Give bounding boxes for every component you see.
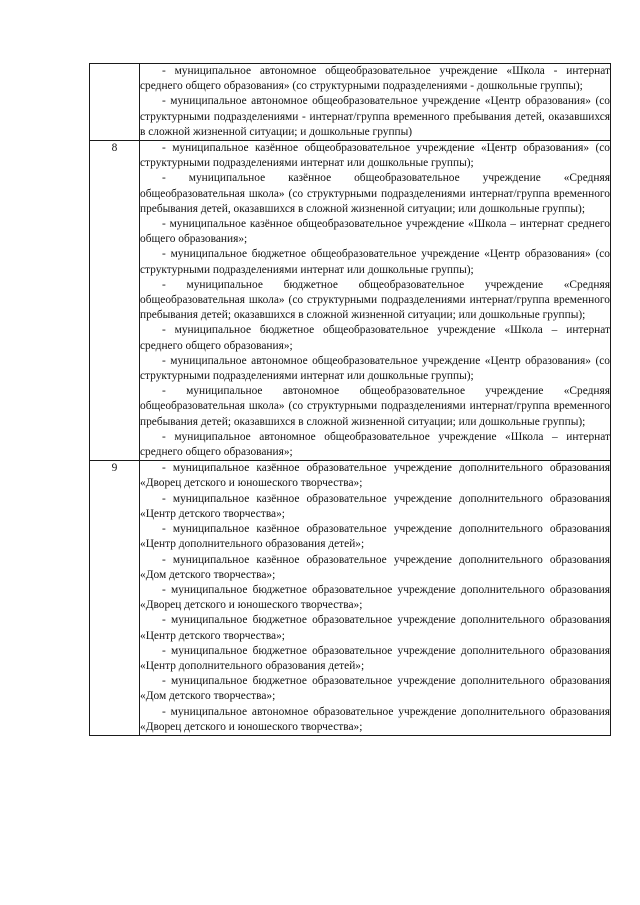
list-item: - муниципальное автономное общеобразовательное учреждение «Школа - интернат среднего общего образования» (со структурными подразделениями - дошкольные группы);	[140, 65, 610, 93]
list-item: - муниципальное бюджетное образовательное учреждение дополнительного образования «Центр дополнительного образования детей»;	[140, 644, 610, 672]
row-text-cell	[140, 461, 611, 736]
institutions-table	[89, 63, 611, 736]
list-item: - муниципальное автономное общеобразовательное учреждение «Центр образования» (со структурными подразделениями интернат или дошкольные группы);	[140, 354, 610, 383]
table-row	[90, 64, 611, 141]
list-item: - муниципальное автономное общеобразовательное учреждение «Центр образования» (со структурными подразделениями - интернат/группа временного пребывания детей, оказавшихся в сложной жизненной ситуации; и дошкольные группы)	[140, 95, 610, 138]
list-item: - муниципальное казённое общеобразовательное учреждение «Центр образования» (со структурными подразделениями интернат или дошкольные группы);	[140, 142, 610, 170]
list-item: - муниципальное автономное общеобразовательное учреждение «Школа – интернат среднего общего образования»;	[140, 430, 610, 459]
list-item: - муниципальное бюджетное общеобразовательное учреждение «Центр образования» (со структурными подразделениями интернат или дошкольные группы);	[140, 248, 610, 276]
list-item: - муниципальное бюджетное общеобразовательное учреждение «Школа – интернат среднего общего образования»;	[140, 324, 610, 352]
row-text-cell	[140, 64, 611, 141]
row-text-cell	[140, 141, 611, 461]
list-item: - муниципальное автономное образовательное учреждение дополнительного образования «Дворец детского и юношеского творчества»;	[140, 705, 610, 733]
list-item: - муниципальное бюджетное образовательное учреждение дополнительного образования «Дом детского творчества»;	[140, 675, 610, 703]
table-row	[90, 141, 611, 461]
list-item: - муниципальное бюджетное образовательное учреждение дополнительного образования «Дворец детского и юношеского творчества»;	[140, 583, 610, 612]
list-item: - муниципальное казённое общеобразовательное учреждение «Школа – интернат среднего общего образования»;	[140, 218, 610, 246]
table-row	[90, 461, 611, 736]
list-item: - муниципальное автономное общеобразовательное учреждение «Средняя общеобразовательная школа» (со структурными подразделениями интернат/группа временного пребывания детей; оказавшихся в сложной жизненной ситуации; или дошкольные группы);	[140, 385, 610, 428]
list-item: - муниципальное казённое образовательное учреждение дополнительного образования «Дом детского творчества»;	[140, 553, 610, 581]
list-item: - муниципальное бюджетное образовательное учреждение дополнительного образования «Центр детского творчества»;	[140, 614, 610, 642]
list-item: - муниципальное казённое образовательное учреждение дополнительного образования «Центр детского творчества»;	[140, 492, 610, 520]
list-item: - муниципальное казённое образовательное учреждение дополнительного образования «Центр дополнительного образования детей»;	[140, 523, 610, 551]
list-item: - муниципальное бюджетное общеобразовательное учреждение «Средняя общеобразовательная школа» (со структурными подразделениями интернат/группа временного пребывания детей; оказавшихся в сложной жизненной ситуации; или дошкольные группы);	[140, 278, 610, 322]
list-item: - муниципальное казённое образовательное учреждение дополнительного образования «Дворец детского и юношеского творчества»;	[140, 462, 610, 490]
list-item: - муниципальное казённое общеобразовательное учреждение «Средняя общеобразовательная школа» (со структурными подразделениями интернат/группа временного пребывания детей, оказавшихся в сложной жизненной ситуации; или дошкольные группы);	[140, 172, 610, 215]
row-number-cell	[90, 64, 140, 141]
row-number-cell: 8	[90, 141, 140, 461]
row-number-cell: 9	[90, 461, 140, 736]
